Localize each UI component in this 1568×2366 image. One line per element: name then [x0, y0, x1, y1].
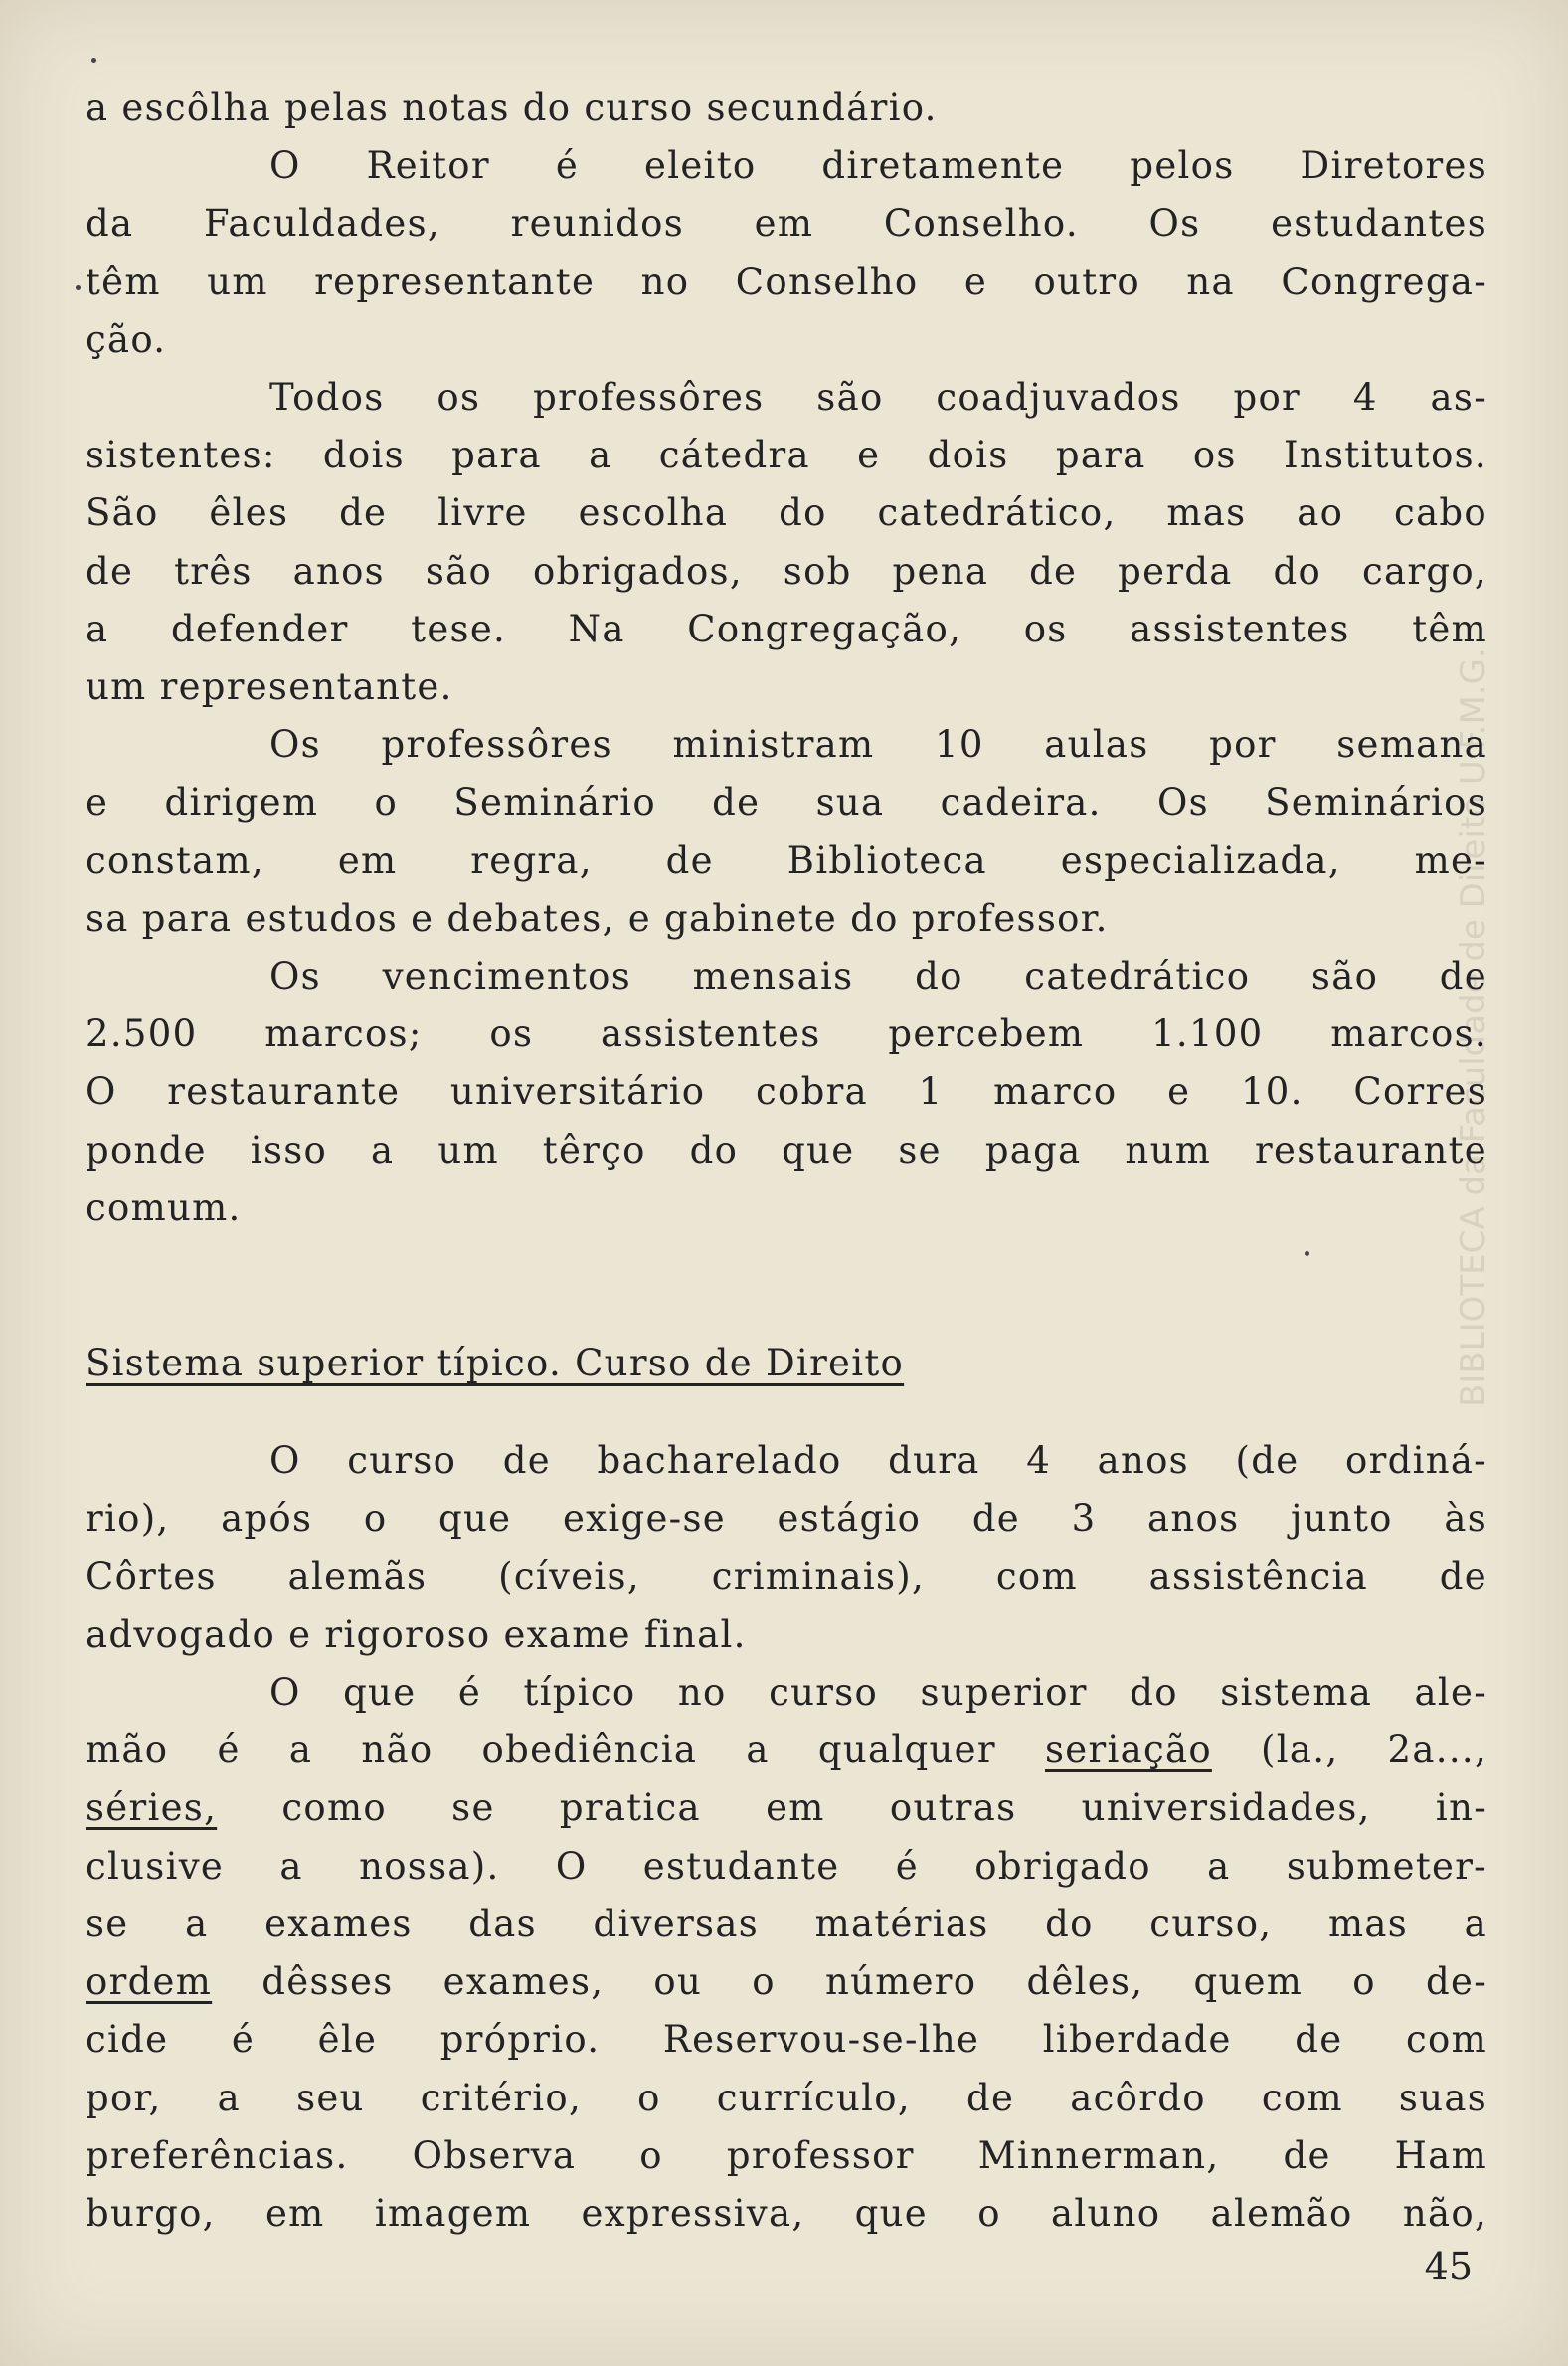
page-number: 45	[1424, 2245, 1473, 2288]
text-line: comum.	[86, 1185, 242, 1229]
text-line: ponde isso a um têrço do que se paga num restaurante	[86, 1128, 1487, 1172]
text-fragment: mão é a não obediência a qualquer	[86, 1729, 1045, 1772]
text-line	[86, 1722, 1487, 1779]
text-fragment: dêsses exames, ou o número dêles, quem o de-	[212, 1960, 1487, 2004]
text-line	[86, 1953, 1487, 2011]
heading-gap	[86, 1392, 1487, 1432]
text-line: de três anos são obrigados, sob pena de perda do cargo,	[86, 549, 1487, 593]
text-line: e dirigem o Seminário de sua cadeira. Os Seminários	[86, 781, 1487, 824]
text-line: São êles de livre escolha do catedrático, mas ao cabo	[86, 491, 1487, 535]
text-line: O curso de bacharelado dura 4 anos (de ordiná-	[269, 1439, 1487, 1483]
text-line: O Reitor é eleito diretamente pelos Diretores	[269, 144, 1487, 188]
underlined-word: séries,	[86, 1786, 218, 1830]
speck	[91, 58, 96, 63]
text-line: preferências. Observa o professor Minnerman, de Ham	[86, 2133, 1487, 2177]
text-line: burgo, em imagem expressiva, que o aluno alemão não,	[86, 2191, 1487, 2235]
text-line: O que é típico no curso superior do sistema ale-	[269, 1671, 1487, 1715]
text-line: O restaurante universitário cobra 1 marco e 10. Corres	[86, 1070, 1487, 1114]
text-line: clusive a nossa). O estudante é obrigado a submeter-	[86, 1844, 1487, 1888]
text-line: a escôlha pelas notas do curso secundário.	[86, 87, 938, 129]
underlined-word: seriação	[1044, 1729, 1212, 1772]
edge-stamp-text: BIBLIOTECA da Faculdade de Direito U.F.M.G.	[1454, 647, 1493, 1407]
text-line: a defender tese. Na Congregação, os assistentes têm	[86, 607, 1487, 650]
text-line: advogado e rigoroso exame final.	[86, 1612, 747, 1656]
speck	[76, 285, 81, 290]
text-line: sa para estudos e debates, e gabinete do professor.	[86, 896, 1109, 940]
text-line: por, a seu critério, o currículo, de acôrdo com suas	[86, 2076, 1487, 2119]
section-heading-line	[86, 1335, 1487, 1392]
underlined-word: ordem	[86, 1960, 213, 2004]
text-line: da Faculdades, reunidos em Conselho. Os estudantes	[86, 202, 1487, 246]
text-line: Côrtes alemãs (cíveis, criminais), com assistência de	[86, 1554, 1487, 1598]
text-line: se a exames das diversas matérias do curso, mas a	[86, 1902, 1487, 1945]
text-line: rio), após o que exige-se estágio de 3 anos junto às	[86, 1497, 1487, 1541]
text-line: um representante.	[86, 665, 453, 709]
text-line: constam, em regra, de Biblioteca especializada, me-	[86, 838, 1487, 882]
text-line: Os vencimentos mensais do catedrático são de	[269, 955, 1487, 999]
text-line: ção.	[86, 317, 167, 361]
section-heading: Sistema superior típico. Curso de Direito	[86, 1342, 905, 1385]
text-line: têm um representante no Conselho e outro na Congrega-	[86, 260, 1487, 303]
text-line: Todos os professôres são coadjuvados por 4 as-	[269, 376, 1487, 420]
section-gap	[86, 1237, 1487, 1335]
text-fragment: (la., 2a...,	[1211, 1729, 1488, 1772]
text-line: sistentes: dois para a cátedra e dois para os Institutos.	[86, 434, 1487, 477]
text-fragment: como se pratica em outras universidades, in-	[217, 1786, 1487, 1830]
text-line: cide é êle próprio. Reservou-se-lhe liberdade de com	[86, 2018, 1487, 2062]
text-line: 2.500 marcos; os assistentes percebem 1.100 marcos.	[86, 1012, 1487, 1056]
text-line: Os professôres ministram 10 aulas por semana	[269, 723, 1487, 767]
body-text	[86, 80, 1487, 2243]
text-line	[86, 1779, 1487, 1837]
